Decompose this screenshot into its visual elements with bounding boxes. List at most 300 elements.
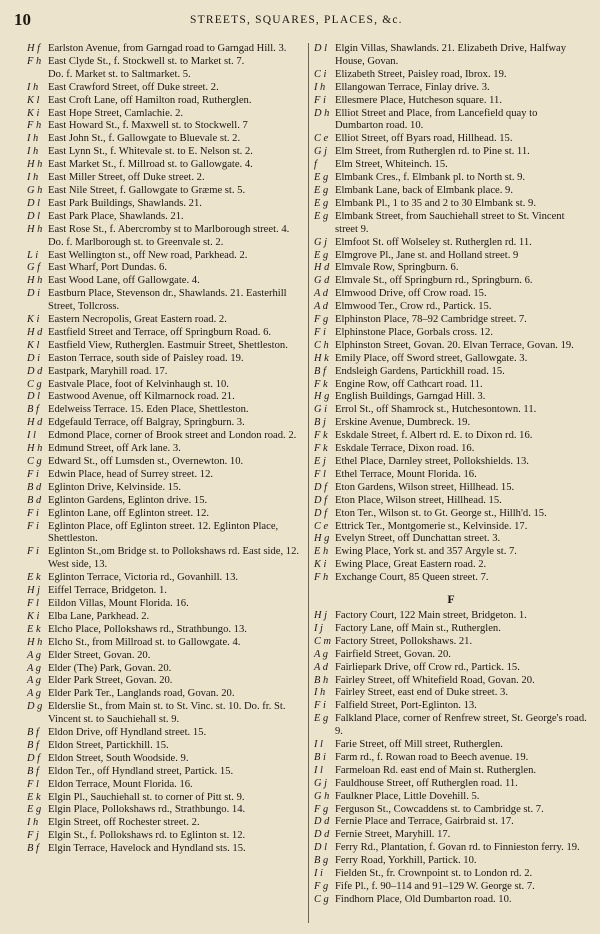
entry-text: Ferry Rd., Plantation, f. Govan rd. to Finnieston ferry. 19. [335, 842, 580, 854]
entry-text: Elphinston Street, Govan. 20. Elvan Terrace, Govan. 19. [335, 339, 574, 351]
entry-text: Elmbank Cres., f. Elmbank pl. to North st. 9. [335, 172, 526, 184]
grid-code: F h [314, 572, 329, 584]
entry-text: Eastern Necropolis, Great Eastern road. 2. [48, 314, 227, 326]
entry-text: Eastfield View, Rutherglen. Eastmuir Street, Shettleston. [48, 339, 288, 351]
grid-code: G f [27, 262, 40, 274]
grid-code: F h [27, 55, 42, 67]
street-entry [27, 804, 303, 817]
entry-text: East Lynn St., f. Whitevale st. to E. Nelson st. 2. [48, 146, 253, 158]
grid-code: A d [314, 288, 328, 300]
grid-code: B f [314, 365, 326, 377]
entry-text: Faulkner Place, Little Dovehill. 5. [335, 790, 480, 802]
entry-text: Ethel Place, Darnley street, Pollokshields. 13. [335, 456, 529, 467]
entry-text: Falkland Place, corner of Renfrew street, St. George's road. 9. [335, 713, 587, 738]
entry-text: East Rose St., f. Abercromby st to Marlborough street. 4. [48, 223, 290, 235]
street-entry [27, 224, 303, 237]
street-entry [27, 56, 303, 69]
entry-text: Fife Pl., f. 90–114 and 91–129 W. George st. 7. [335, 881, 535, 892]
entry-text: Elmgrove Pl., Jane st. and Holland street. 9 [335, 249, 519, 261]
street-entry [314, 649, 588, 662]
entry-text: Eskdale Street, f. Albert rd. E. to Dixon rd. 16. [335, 430, 533, 442]
street-entry [314, 752, 588, 765]
street-entry [314, 250, 588, 263]
street-entry [314, 327, 588, 340]
grid-code: D g [27, 701, 43, 713]
street-entry [27, 817, 303, 830]
street-entry [314, 95, 588, 108]
entry-text: Elphinstone Place, Gorbals cross. 12. [335, 326, 493, 338]
street-entry [27, 585, 303, 598]
entry-text: Elmvale Row, Springburn. 6. [335, 262, 459, 274]
entry-text: Emily Place, off Sword street, Gallowgate. 3. [335, 352, 528, 364]
grid-code: B i [314, 751, 326, 763]
entry-text: Elgin Villas, Shawlands. 21. Elizabeth Drive, Halfway House, Govan. [335, 43, 567, 67]
street-entry [314, 700, 588, 713]
grid-code: E g [314, 713, 329, 725]
grid-code: K i [27, 314, 40, 326]
grid-code: E g [314, 184, 329, 196]
entry-text: Eglinton St.,om Bridge st. to Pollokshaws rd. East side, 12. West side, 13. [48, 546, 300, 571]
grid-code: G h [314, 790, 330, 802]
grid-code: H d [27, 326, 43, 338]
street-entry [27, 379, 303, 392]
grid-code: G j [314, 777, 327, 789]
grid-code: E g [314, 172, 329, 184]
entry-text: Elcho Place, Pollokshaws rd., Strathbungo. 13. [48, 623, 247, 635]
entry-text: Edward St., off Lumsden st., Overnewton. 10. [48, 456, 244, 467]
street-entry [314, 391, 588, 404]
entry-text: Elcho St., from Millroad st. to Gallowgate. 4. [48, 636, 241, 648]
entry-text: East John St., f. Gallowgate to Bluevale st. 2. [48, 133, 241, 145]
street-entry [314, 443, 588, 456]
street-entry [27, 198, 303, 211]
grid-code: I h [314, 81, 326, 93]
grid-code: C m [314, 635, 332, 647]
street-entry [27, 172, 303, 185]
street-entry [314, 198, 588, 211]
entry-text: Exchange Court, 85 Queen street. 7. [335, 572, 489, 584]
entry-text: East Hope Street, Camlachie. 2. [48, 107, 184, 119]
street-entry [314, 687, 588, 700]
grid-code: A g [27, 662, 41, 674]
entry-text: East Wood Lane, off Gallowgate. 4. [48, 275, 200, 287]
entry-text: Eglinton Gardens, Eglinton drive. 15. [48, 494, 208, 506]
entry-text: Eglinton Place, off Eglinton street. 12. Eglinton Place, Shettleston. [48, 520, 279, 545]
grid-code: F i [314, 94, 326, 106]
grid-code: I l [314, 764, 323, 776]
entry-text: Elgin Terrace, Havelock and Hyndland sts. 15. [48, 843, 246, 855]
entry-text: Eton Ter., Wilson st. to Gt. George st., Hillh'd. 15. [335, 507, 547, 519]
right-f-list [314, 610, 588, 907]
grid-code: F k [314, 378, 328, 390]
entry-text: Elm Street, from Rutherglen rd. to Pine st. 11. [335, 146, 530, 158]
grid-code: E k [27, 791, 41, 803]
entry-text: Elgin Street, off Rochester street. 2. [48, 817, 200, 829]
entry-text: Elgin St., f. Pollokshaws rd. to Eglinton st. 12. [48, 830, 246, 842]
street-entry [27, 830, 303, 843]
street-entry [314, 237, 588, 250]
entry-text: Edelweiss Terrace. 15. Eden Place, Shettleston. [48, 404, 249, 416]
entry-text: Farm rd., f. Rowan road to Beech avenue. 19. [335, 751, 529, 763]
street-entry [314, 314, 588, 327]
entry-text: Findhorn Place, Old Dumbarton road. 10. [335, 893, 512, 905]
street-entry [314, 43, 588, 69]
street-entry [314, 868, 588, 881]
street-entry [314, 778, 588, 791]
entry-text: Elphinston Place, 78–92 Cambridge street. 7. [335, 314, 527, 326]
street-entry [27, 262, 303, 275]
entry-text: Falfield Street, Port-Eglinton. 13. [335, 700, 477, 712]
street-entry [314, 533, 588, 546]
entry-text: Fauldhouse Street, off Rutherglen road. 11. [335, 777, 518, 789]
street-entry [27, 675, 303, 688]
entry-text: Fairley Street, east end of Duke street. 3. [335, 687, 508, 699]
street-entry [314, 739, 588, 752]
entry-text: East Clyde St., f. Stockwell st. to Market st. 7. [48, 55, 245, 67]
grid-code: E g [314, 249, 329, 261]
column-divider [308, 43, 309, 923]
entry-text: Eldon Street, Partickhill. 15. [48, 739, 169, 751]
street-entry [27, 340, 303, 353]
street-entry [314, 262, 588, 275]
grid-code: F h [27, 120, 42, 132]
grid-code: F i [27, 546, 39, 558]
street-entry [27, 521, 303, 547]
street-entry [27, 843, 303, 856]
entry-text: Eldon Ter., off Hyndland street, Partick. 15. [48, 765, 234, 777]
street-entry [314, 133, 588, 146]
entry-text: Ewing Place, Great Eastern road. 2. [335, 559, 487, 571]
street-entry [27, 237, 303, 250]
grid-code: H g [314, 533, 330, 545]
grid-code: F i [314, 326, 326, 338]
grid-code: H d [27, 417, 43, 429]
street-entry [27, 779, 303, 792]
street-entry [314, 430, 588, 443]
street-entry [314, 636, 588, 649]
entry-text: Erskine Avenue, Dumbreck. 19. [335, 417, 471, 429]
grid-code: D i [27, 352, 40, 364]
street-entry [314, 404, 588, 417]
grid-code: H h [27, 443, 43, 455]
entry-text: Engine Row, off Cathcart road. 11. [335, 378, 483, 390]
street-entry [27, 572, 303, 585]
grid-code: I h [27, 133, 39, 145]
entry-text: Fielden St., fr. Crownpoint st. to London rd. 2. [335, 868, 533, 880]
entry-text: Ferguson St., Cowcaddens st. to Cambridge st. 7. [335, 803, 544, 815]
grid-code: D f [314, 494, 327, 506]
entry-text: East Wellington st., off New road, Parkhead. 2. [48, 249, 248, 261]
grid-code: G j [314, 146, 327, 158]
grid-code: I l [314, 739, 323, 751]
entry-text: Edgefauld Terrace, off Balgray, Springburn. 3. [48, 417, 245, 429]
grid-code: F i [314, 700, 326, 712]
entry-text: Elmfoot St. off Wolseley st. Rutherglen rd. 11. [335, 236, 532, 248]
grid-code: F g [314, 803, 329, 815]
entry-text: East Wharf, Port Dundas. 6. [48, 262, 167, 274]
grid-code: K l [27, 94, 40, 106]
grid-code: C g [314, 893, 329, 905]
grid-code: B g [314, 855, 329, 867]
grid-code: B f [27, 404, 39, 416]
grid-code: L i [27, 249, 39, 261]
street-entry [314, 816, 588, 829]
street-entry [27, 663, 303, 676]
grid-code: A d [314, 301, 328, 313]
street-entry [27, 82, 303, 95]
entry-text: Earlston Avenue, from Garngad road to Garngad Hill. 3. [48, 43, 287, 54]
entry-text: Eastfield Street and Terrace, off Springburn Road. 6. [48, 326, 272, 338]
street-entry [27, 637, 303, 650]
grid-code: H d [314, 262, 330, 274]
entry-text: Elder Street, Govan. 20. [48, 649, 151, 661]
grid-code: G i [314, 404, 327, 416]
street-entry [27, 508, 303, 521]
entry-text: Elmvale St., off Springburn rd., Springburn. 6. [335, 275, 533, 287]
right-e-list [314, 43, 588, 585]
grid-code: H h [27, 275, 43, 287]
grid-code: H j [27, 585, 40, 597]
entry-text: Eglinton Lane, off Eglinton street. 12. [48, 507, 210, 519]
entry-text: Elizabeth Street, Paisley road, Ibrox. 19. [335, 68, 507, 80]
grid-code: A g [27, 675, 41, 687]
street-entry [314, 572, 588, 585]
grid-code: K i [27, 107, 40, 119]
left-column [27, 43, 303, 856]
grid-code: B j [314, 417, 326, 429]
entry-text: Do. f. Marlborough st. to Greenvale st. 2. [48, 236, 224, 248]
street-entry [27, 650, 303, 663]
grid-code: F l [27, 597, 39, 609]
street-entry [314, 82, 588, 95]
page-number: 10 [14, 10, 31, 29]
grid-code: A g [27, 688, 41, 700]
grid-code: D l [27, 391, 40, 403]
street-entry [314, 301, 588, 314]
entry-text: Edwin Place, head of Surrey street. 12. [48, 468, 214, 480]
entry-text: Elmbank Street, from Sauchiehall street to St. Vincent street 9. [335, 210, 565, 235]
street-entry [314, 146, 588, 159]
grid-code: B f [27, 739, 39, 751]
street-entry [314, 829, 588, 842]
entry-text: Elm Street, Whiteinch. 15. [335, 159, 448, 171]
entry-text: Elder Park Street, Govan. 20. [48, 675, 173, 687]
grid-code: F g [314, 314, 329, 326]
street-entry [27, 133, 303, 146]
entry-text: Farmeloan Rd. east end of Main st. Rutherglen. [335, 764, 537, 776]
grid-code: I h [27, 146, 39, 158]
street-entry [27, 146, 303, 159]
street-entry [27, 740, 303, 753]
entry-text: Farie Street, off Mill street, Rutherglen. [335, 739, 503, 751]
grid-code: D h [314, 107, 330, 119]
street-entry [314, 417, 588, 430]
entry-text: Ethel Terrace, Mount Florida. 16. [335, 468, 477, 480]
grid-code: I h [314, 687, 326, 699]
grid-code: E h [314, 546, 329, 558]
street-entry [27, 288, 303, 314]
street-entry [314, 172, 588, 185]
street-entry [314, 340, 588, 353]
street-entry [314, 366, 588, 379]
entry-text: Eldon Terrace, Mount Florida. 16. [48, 778, 193, 790]
entry-text: Eldon Street, South Woodside. 9. [48, 752, 189, 764]
entry-text: Elmbank Lane, back of Elmbank place. 9. [335, 184, 513, 196]
grid-code: H h [27, 223, 43, 235]
entry-text: East Nile Street, f. Gallowgate to Græme st. 5. [48, 184, 246, 196]
right-column [314, 43, 588, 907]
grid-code: E g [27, 804, 42, 816]
grid-code: D f [27, 752, 40, 764]
street-entry [27, 314, 303, 327]
street-entry [314, 881, 588, 894]
street-entry [314, 469, 588, 482]
street-entry [27, 753, 303, 766]
street-entry [314, 288, 588, 301]
street-entry [314, 610, 588, 623]
grid-code: K l [27, 339, 40, 351]
entry-text: Fairfield Street, Govan. 20. [335, 648, 451, 660]
grid-code: D d [27, 365, 43, 377]
entry-text: English Buildings, Garngad Hill. 3. [335, 391, 486, 403]
grid-code: I l [27, 430, 36, 442]
street-entry [314, 894, 588, 907]
entry-text: Edmund Street, off Ark lane. 3. [48, 443, 181, 455]
entry-text: Eastvale Place, foot of Kelvinhaugh st. 10. [48, 378, 229, 390]
grid-code: F j [27, 830, 39, 842]
street-entry [314, 495, 588, 508]
street-entry [27, 120, 303, 133]
entry-text: Evelyn Street, off Dunchattan street. 3. [335, 533, 501, 545]
entry-text: Eiffel Terrace, Bridgeton. 1. [48, 585, 167, 597]
grid-code: G h [27, 184, 43, 196]
street-entry [27, 185, 303, 198]
street-entry [27, 701, 303, 727]
street-entry [314, 521, 588, 534]
entry-text: Do. f. Market st. to Saltmarket. 5. [48, 68, 191, 80]
street-entry [314, 275, 588, 288]
grid-code: D l [314, 842, 327, 854]
entry-text: Eskdale Terrace, Dixon road. 16. [335, 443, 475, 455]
grid-code: D f [314, 481, 327, 493]
grid-code: B f [27, 765, 39, 777]
grid-code: F k [314, 443, 328, 455]
street-entry [314, 508, 588, 521]
entry-text: Eastburn Place, Stevenson dr., Shawlands. 21. Easterhill Street, Tollcross. [48, 288, 287, 313]
grid-code: f [314, 159, 317, 171]
street-entry [27, 443, 303, 456]
entry-text: Fernie Street, Maryhill. 17. [335, 829, 451, 841]
street-entry [27, 688, 303, 701]
grid-code: D i [27, 288, 40, 300]
section-letter-f: F [447, 592, 455, 607]
street-entry [27, 482, 303, 495]
grid-code: H g [314, 391, 330, 403]
entry-text: Elgin Pl., Sauchiehall st. to corner of Pitt st. 9. [48, 791, 245, 803]
entry-text: Elliot Street, off Byars road, Hillhead. 15. [335, 133, 513, 145]
entry-text: Endsleigh Gardens, Partickhill road. 15. [335, 365, 505, 377]
entry-text: Elderslie St., from Main st. to St. Vinc. st. 10. Do. fr. St. Vincent st. to Sauchiehall st. 9. [48, 701, 286, 726]
entry-text: Elgin Place, Pollokshaws rd., Strathbungo. 14. [48, 804, 246, 816]
street-entry [314, 482, 588, 495]
entry-text: Ettrick Ter., Montgomerie st., Kelvinside. 17. [335, 520, 528, 532]
entry-text: East Crawford Street, off Duke street. 2. [48, 81, 219, 93]
grid-code: E g [314, 197, 329, 209]
street-entry [314, 108, 588, 134]
grid-code: D l [314, 43, 327, 54]
entry-text: Factory Lane, off Main st., Rutherglen. [335, 622, 501, 634]
street-entry [314, 559, 588, 572]
grid-code: E j [314, 456, 326, 467]
street-entry [314, 675, 588, 688]
grid-code: I h [27, 817, 39, 829]
grid-code: H j [314, 609, 327, 621]
grid-code: A d [314, 661, 328, 673]
street-entry [27, 95, 303, 108]
entry-text: Eldon Drive, off Hyndland street. 15. [48, 727, 207, 739]
entry-text: Eglinton Terrace, Victoria rd., Govanhill. 13. [48, 572, 239, 584]
entry-text: East Market St., f. Millroad st. to Gallowgate. 4. [48, 159, 253, 171]
street-entry [27, 366, 303, 379]
street-entry [27, 43, 303, 56]
street-entry [27, 211, 303, 224]
entry-text: Eton Place, Wilson street, Hillhead. 15. [335, 494, 502, 506]
street-entry [27, 417, 303, 430]
street-entry [27, 546, 303, 572]
entry-text: Fairliepark Drive, off Crow rd., Partick. 15. [335, 661, 520, 673]
grid-code: F g [314, 881, 329, 892]
grid-code: C e [314, 133, 329, 145]
entry-text: Eildon Villas, Mount Florida. 16. [48, 597, 189, 609]
grid-code: D l [27, 197, 40, 209]
grid-code: I j [314, 622, 323, 634]
grid-code: G j [314, 236, 327, 248]
street-entry [27, 495, 303, 508]
street-entry [27, 275, 303, 288]
street-entry [314, 211, 588, 237]
entry-text: Ferry Road, Yorkhill, Partick. 10. [335, 855, 477, 867]
entry-text: Eastpark, Maryhill road. 17. [48, 365, 168, 377]
street-entry [314, 765, 588, 778]
grid-code: I i [314, 868, 323, 880]
grid-code: D d [314, 829, 330, 841]
entry-text: Elmwood Ter., Crow rd., Partick. 15. [335, 301, 492, 313]
entry-text: Edmond Place, corner of Brook street and London road. 2. [48, 430, 297, 442]
grid-code: C g [27, 456, 42, 467]
grid-code: I h [27, 81, 39, 93]
entry-text: Fairley Street, off Whitefield Road, Govan. 20. [335, 674, 535, 686]
street-entry [27, 391, 303, 404]
street-entry [314, 69, 588, 82]
street-entry [27, 159, 303, 172]
street-entry [314, 185, 588, 198]
grid-code: E k [27, 572, 41, 584]
entry-text: Eglinton Drive, Kelvinside. 15. [48, 481, 181, 493]
grid-code: I h [27, 172, 39, 184]
grid-code: D d [314, 816, 330, 828]
street-entry [314, 791, 588, 804]
street-entry [27, 108, 303, 121]
grid-code: A g [27, 649, 41, 661]
street-entry [27, 792, 303, 805]
street-entry [27, 327, 303, 340]
street-entry [314, 804, 588, 817]
entry-text: Elmwood Drive, off Crow road. 15. [335, 288, 487, 300]
grid-code: H k [314, 352, 329, 364]
street-entry [314, 159, 588, 172]
entry-text: Ellesmere Place, Hutcheson square. 11. [335, 94, 502, 106]
street-entry [27, 430, 303, 443]
